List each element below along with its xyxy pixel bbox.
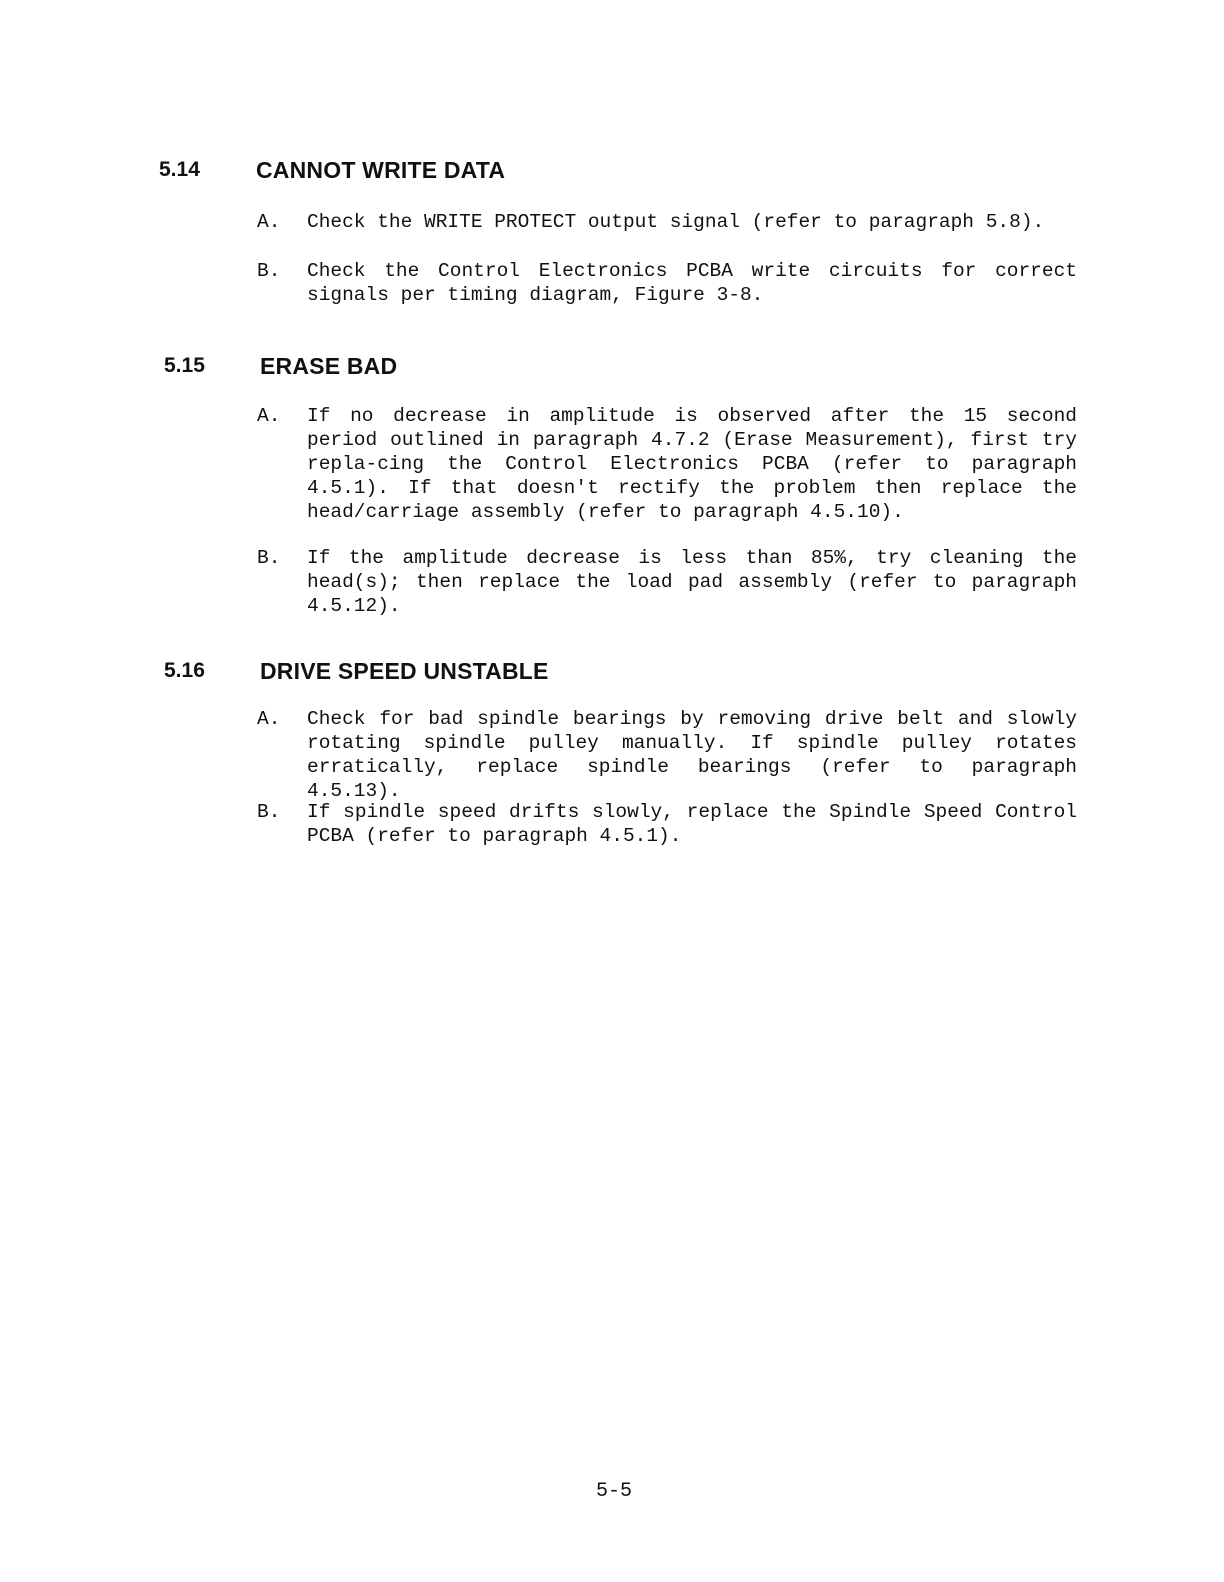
section-number: 5.16: [164, 659, 205, 682]
section-number: 5.15: [164, 354, 205, 377]
item-text: If the amplitude decrease is less than 85%, try cleaning the head(s); then replace the load pad assembly (refer to paragraph 4.5.12).: [307, 547, 1077, 617]
item-letter: B.: [257, 260, 281, 282]
item-text: Check for bad spindle bearings by removing drive belt and slowly rotating spindle pulley manually. If spindle pulley rotates erratically, replace spindle bearings (refer to paragraph 4.5.13).: [307, 708, 1077, 802]
section-5-15-item-a: [257, 404, 1077, 524]
item-letter: A.: [257, 405, 281, 427]
section-number: 5.14: [159, 158, 200, 181]
section-5-14-item-b: [257, 259, 1077, 307]
item-letter: B.: [257, 801, 281, 823]
item-text: If no decrease in amplitude is observed after the 15 second period outlined in paragraph 4.7.2 (Erase Measurement), first try repla-cing the Control Electronics PCBA (refer to paragraph 4.5.1). If that doesn't rectify the problem then replace the head/carriage assembly (refer to paragraph 4.5.10).: [307, 405, 1077, 523]
item-letter: A.: [257, 211, 281, 233]
section-5-16-item-a: [257, 707, 1077, 803]
item-text: If spindle speed drifts slowly, replace the Spindle Speed Control PCBA (refer to paragraph 4.5.1).: [307, 801, 1077, 847]
section-5-16-item-b: [257, 800, 1077, 848]
page-number: 5-5: [596, 1480, 633, 1503]
item-letter: A.: [257, 708, 281, 730]
section-5-14-item-a: [257, 210, 1077, 234]
item-letter: B.: [257, 547, 281, 569]
section-title: ERASE BAD: [260, 353, 398, 379]
item-text: Check the WRITE PROTECT output signal (refer to paragraph 5.8).: [307, 211, 1045, 233]
section-5-15-item-b: [257, 546, 1077, 618]
item-text: Check the Control Electronics PCBA write circuits for correct signals per timing diagram, Figure 3-8.: [307, 260, 1077, 306]
section-title: CANNOT WRITE DATA: [256, 157, 506, 183]
section-title: DRIVE SPEED UNSTABLE: [260, 658, 549, 684]
